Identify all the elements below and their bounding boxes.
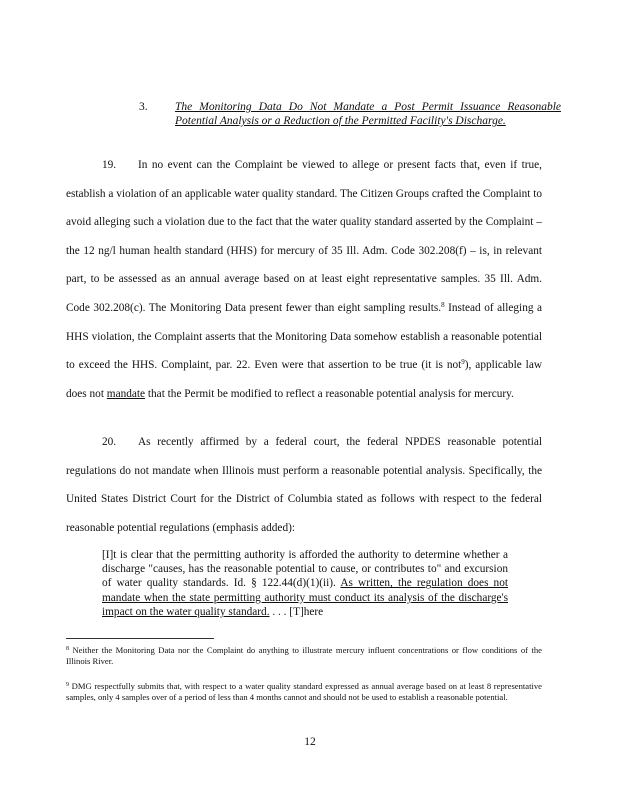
footnote-text: Neither the Monitoring Data nor the Complaint do anything to illustrate mercury influent concentrations or flow conditions of the Illinois River.: [66, 645, 542, 666]
page-number: 12: [304, 736, 316, 748]
block-quote: [102, 548, 508, 619]
paragraph-text: Instead of alleging a HHS violation, the Complaint asserts that the Monitoring Data somehow establish a reasonable potential to exceed the HHS. Complaint, par. 22. Even were that assertion to be true (it is not: [66, 301, 542, 372]
paragraph-number: 19.: [102, 159, 117, 171]
section-title: The Monitoring Data Do Not Mandate a Post Permit Issuance Reasonable Potential Analysis or a Reduction of the Permitted Facility's Discharge.: [175, 101, 561, 127]
quote-text: . . . [T]here: [269, 605, 324, 618]
footnote-8: [66, 645, 542, 667]
paragraph-number: 20.: [102, 436, 117, 448]
paragraph-text: As recently affirmed by a federal court, the federal NPDES reasonable potential regulations do not mandate when Illinois must perform a reasonable potential analysis. Specifically, the United States District Court for the District of Columbia stated as follows with respect to the federal reasonable potential regulations (emphasis added):: [66, 436, 542, 534]
quote-text: [I]t is clear that the permitting authority is afforded the authority to determine whether a discharge "causes, has the reasonable potential to cause, or contributes to" and excursion of water quality standards. Id. § 122.44(d)(1)(ii).: [102, 549, 508, 590]
paragraph-text: In no event can the Complaint be viewed to allege or present facts that, even if true, establish a violation of an applicable water quality standard. The Citizen Groups crafted the Complaint to avoid alleging such a violation due to the fact that the water quality standard asserted by the Complaint – the 12 ng/l human health standard (HHS) for mercury of 35 Ill. Adm. Code 302.208(f) – is, in relevant part, to be assessed as an annual average based on at least eight representative samples. 35 Ill. Adm. Code 302.208(c). The Monitoring Data present fewer than eight sampling results.: [66, 159, 543, 314]
footnote-ref-9: 9: [461, 358, 465, 367]
paragraph-19: [66, 151, 542, 408]
section-number: 3.: [139, 101, 148, 113]
footnote-marker: 9: [66, 682, 69, 688]
underlined-word: mandate: [106, 387, 146, 400]
footnote-text: DMG respectfully submits that, with respect to a water quality standard expressed as annual average based on at least 8 representative samples, only 4 samples over of a period of less than 4 months cannot and should not be used to establish a reasonable potential.: [66, 681, 542, 702]
quote-emphasis: As written, the regulation does not mandate when the state permitting authority must conduct its analysis of the discharge's impact on the water quality standard.: [102, 577, 508, 618]
footnote-9: [66, 681, 542, 703]
paragraph-20: [66, 428, 542, 542]
footnote-ref-8: 8: [441, 300, 445, 309]
footnote-divider: [66, 638, 214, 639]
paragraph-text: ), applicable law does not: [66, 359, 542, 400]
paragraph-text: that the Permit be modified to reflect a reasonable potential analysis for mercury.: [145, 387, 514, 400]
footnote-marker: 8: [66, 646, 69, 652]
